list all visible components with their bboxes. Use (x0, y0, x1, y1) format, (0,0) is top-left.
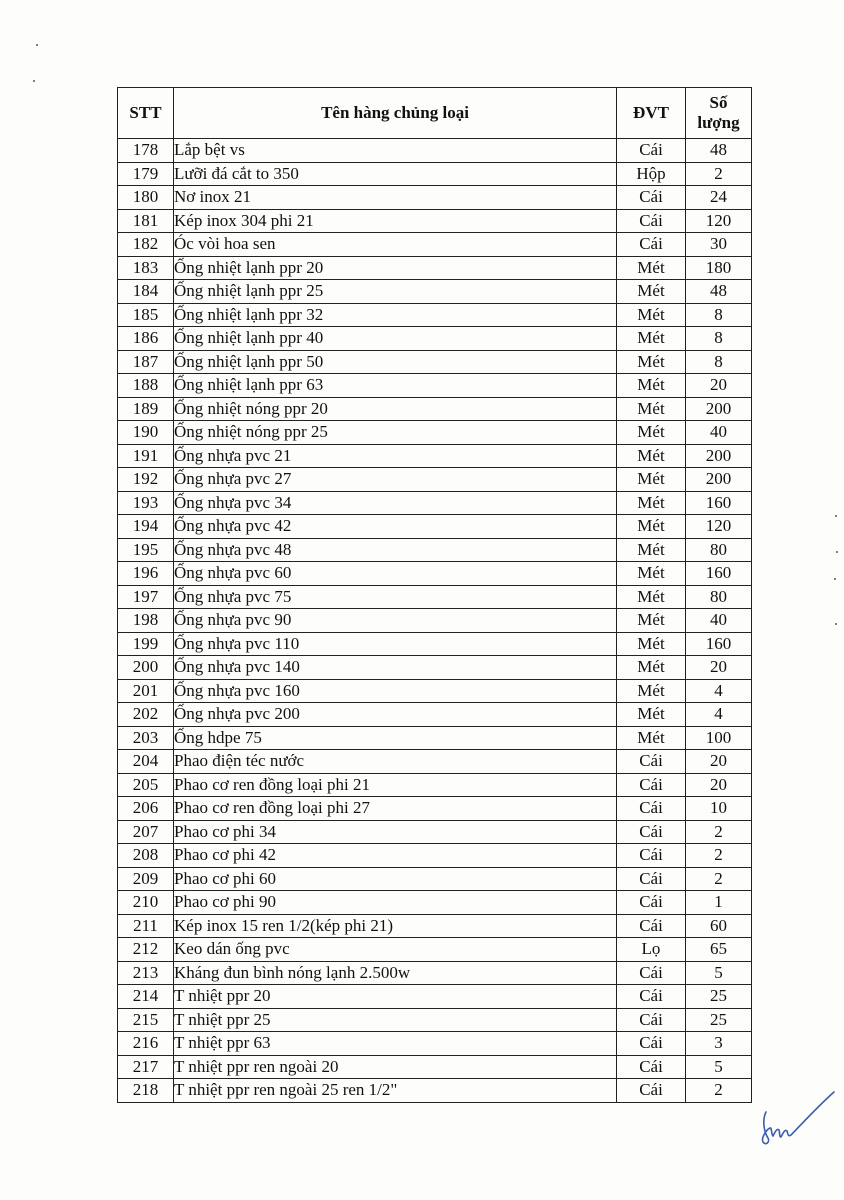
row-stt: 196 (118, 562, 174, 586)
scan-speck (836, 551, 838, 553)
table-row (118, 632, 752, 656)
table-row (118, 280, 752, 304)
row-stt: 211 (118, 914, 174, 938)
table-row (118, 1032, 752, 1056)
row-stt: 212 (118, 938, 174, 962)
row-quantity: 200 (686, 468, 752, 492)
table-row (118, 162, 752, 186)
row-unit: Cái (617, 139, 686, 163)
row-stt: 214 (118, 985, 174, 1009)
row-item-name: Ống nhiệt lạnh ppr 25 (174, 280, 617, 304)
row-item-name: T nhiệt ppr 20 (174, 985, 617, 1009)
row-quantity: 20 (686, 374, 752, 398)
row-unit: Cái (617, 914, 686, 938)
scan-speck (36, 44, 38, 46)
table-row (118, 914, 752, 938)
row-unit: Cái (617, 891, 686, 915)
signature-icon (758, 1090, 838, 1150)
row-unit: Mét (617, 679, 686, 703)
table-row (118, 491, 752, 515)
row-unit: Mét (617, 303, 686, 327)
row-item-name: T nhiệt ppr ren ngoài 25 ren 1/2" (174, 1079, 617, 1103)
scan-speck (835, 623, 837, 625)
row-quantity: 4 (686, 679, 752, 703)
table-row (118, 1008, 752, 1032)
row-unit: Mét (617, 421, 686, 445)
row-unit: Mét (617, 280, 686, 304)
row-unit: Mét (617, 350, 686, 374)
table-row (118, 797, 752, 821)
row-unit: Cái (617, 209, 686, 233)
row-quantity: 20 (686, 773, 752, 797)
row-unit: Cái (617, 773, 686, 797)
table-row (118, 186, 752, 210)
row-stt: 197 (118, 585, 174, 609)
row-quantity: 120 (686, 515, 752, 539)
row-item-name: Ống nhiệt lạnh ppr 20 (174, 256, 617, 280)
table-row (118, 421, 752, 445)
table-row (118, 139, 752, 163)
header-quantity-line2: lượng (697, 113, 740, 132)
row-unit: Mét (617, 656, 686, 680)
table-row (118, 609, 752, 633)
row-quantity: 2 (686, 844, 752, 868)
row-quantity: 100 (686, 726, 752, 750)
row-quantity: 65 (686, 938, 752, 962)
row-unit: Cái (617, 750, 686, 774)
table-row (118, 1055, 752, 1079)
row-item-name: Ống nhựa pvc 140 (174, 656, 617, 680)
row-unit: Mét (617, 397, 686, 421)
table-row (118, 773, 752, 797)
row-unit: Mét (617, 632, 686, 656)
row-unit: Cái (617, 1032, 686, 1056)
row-item-name: Phao cơ ren đồng loại phi 27 (174, 797, 617, 821)
row-stt: 189 (118, 397, 174, 421)
table-row (118, 303, 752, 327)
row-stt: 186 (118, 327, 174, 351)
row-stt: 181 (118, 209, 174, 233)
row-item-name: Phao cơ ren đồng loại phi 21 (174, 773, 617, 797)
row-item-name: Ống nhựa pvc 110 (174, 632, 617, 656)
row-unit: Mét (617, 444, 686, 468)
table-row (118, 938, 752, 962)
row-quantity: 80 (686, 585, 752, 609)
row-stt: 188 (118, 374, 174, 398)
row-stt: 218 (118, 1079, 174, 1103)
row-quantity: 8 (686, 303, 752, 327)
row-stt: 205 (118, 773, 174, 797)
table-row (118, 891, 752, 915)
row-quantity: 200 (686, 444, 752, 468)
row-quantity: 20 (686, 656, 752, 680)
table-row (118, 844, 752, 868)
row-unit: Mét (617, 468, 686, 492)
row-quantity: 1 (686, 891, 752, 915)
table-row (118, 538, 752, 562)
row-item-name: Keo dán ống pvc (174, 938, 617, 962)
row-item-name: Nơ inox 21 (174, 186, 617, 210)
header-unit: ĐVT (617, 88, 686, 139)
row-stt: 204 (118, 750, 174, 774)
row-stt: 194 (118, 515, 174, 539)
table-row (118, 656, 752, 680)
row-stt: 208 (118, 844, 174, 868)
table-row (118, 444, 752, 468)
row-unit: Cái (617, 797, 686, 821)
row-stt: 202 (118, 703, 174, 727)
row-item-name: Phao cơ phi 34 (174, 820, 617, 844)
row-quantity: 24 (686, 186, 752, 210)
table-row (118, 679, 752, 703)
row-stt: 198 (118, 609, 174, 633)
row-item-name: Ống nhiệt lạnh ppr 50 (174, 350, 617, 374)
row-item-name: Ống nhựa pvc 42 (174, 515, 617, 539)
row-stt: 185 (118, 303, 174, 327)
row-quantity: 40 (686, 421, 752, 445)
row-quantity: 25 (686, 1008, 752, 1032)
scan-speck (835, 515, 837, 517)
row-unit: Lọ (617, 938, 686, 962)
table-row (118, 327, 752, 351)
table-row (118, 726, 752, 750)
row-unit: Mét (617, 515, 686, 539)
row-quantity: 30 (686, 233, 752, 257)
row-item-name: Phao cơ phi 42 (174, 844, 617, 868)
row-quantity: 4 (686, 703, 752, 727)
row-quantity: 160 (686, 562, 752, 586)
row-unit: Cái (617, 1008, 686, 1032)
row-quantity: 5 (686, 961, 752, 985)
row-stt: 192 (118, 468, 174, 492)
table-header-row (118, 88, 752, 139)
row-quantity: 48 (686, 280, 752, 304)
row-unit: Mét (617, 585, 686, 609)
row-quantity: 2 (686, 820, 752, 844)
row-item-name: Kháng đun bình nóng lạnh 2.500w (174, 961, 617, 985)
row-stt: 215 (118, 1008, 174, 1032)
row-unit: Cái (617, 1079, 686, 1103)
row-stt: 191 (118, 444, 174, 468)
row-stt: 200 (118, 656, 174, 680)
row-stt: 195 (118, 538, 174, 562)
table-row (118, 562, 752, 586)
row-item-name: Phao cơ phi 90 (174, 891, 617, 915)
row-stt: 209 (118, 867, 174, 891)
row-unit: Mét (617, 562, 686, 586)
row-item-name: T nhiệt ppr ren ngoài 20 (174, 1055, 617, 1079)
row-unit: Cái (617, 1055, 686, 1079)
scan-speck (834, 578, 836, 580)
row-quantity: 10 (686, 797, 752, 821)
row-stt: 206 (118, 797, 174, 821)
row-item-name: Ống nhựa pvc 21 (174, 444, 617, 468)
row-stt: 199 (118, 632, 174, 656)
scan-speck (33, 80, 35, 82)
row-quantity: 160 (686, 632, 752, 656)
table-row (118, 1079, 752, 1103)
table-row (118, 820, 752, 844)
row-quantity: 60 (686, 914, 752, 938)
row-unit: Cái (617, 844, 686, 868)
header-stt: STT (118, 88, 174, 139)
row-stt: 217 (118, 1055, 174, 1079)
row-unit: Cái (617, 985, 686, 1009)
row-quantity: 3 (686, 1032, 752, 1056)
row-stt: 178 (118, 139, 174, 163)
row-unit: Cái (617, 233, 686, 257)
table-row (118, 585, 752, 609)
row-stt: 190 (118, 421, 174, 445)
row-unit: Cái (617, 186, 686, 210)
row-unit: Cái (617, 820, 686, 844)
row-quantity: 180 (686, 256, 752, 280)
row-stt: 184 (118, 280, 174, 304)
table-row (118, 233, 752, 257)
row-item-name: Ống nhựa pvc 60 (174, 562, 617, 586)
row-quantity: 80 (686, 538, 752, 562)
table-row (118, 256, 752, 280)
materials-table (117, 87, 752, 1103)
row-item-name: Phao cơ phi 60 (174, 867, 617, 891)
row-stt: 207 (118, 820, 174, 844)
row-item-name: Óc vòi hoa sen (174, 233, 617, 257)
row-quantity: 200 (686, 397, 752, 421)
row-item-name: Ống nhựa pvc 34 (174, 491, 617, 515)
row-stt: 182 (118, 233, 174, 257)
table-row (118, 209, 752, 233)
table-row (118, 468, 752, 492)
row-stt: 187 (118, 350, 174, 374)
row-item-name: Ống nhựa pvc 75 (174, 585, 617, 609)
row-quantity: 120 (686, 209, 752, 233)
row-unit: Cái (617, 961, 686, 985)
table-row (118, 350, 752, 374)
table-row (118, 750, 752, 774)
row-item-name: Ống nhựa pvc 90 (174, 609, 617, 633)
row-quantity: 20 (686, 750, 752, 774)
table-row (118, 985, 752, 1009)
row-unit: Mét (617, 726, 686, 750)
row-quantity: 2 (686, 867, 752, 891)
row-item-name: Lắp bệt vs (174, 139, 617, 163)
table-row (118, 703, 752, 727)
row-quantity: 48 (686, 139, 752, 163)
row-stt: 210 (118, 891, 174, 915)
row-item-name: T nhiệt ppr 25 (174, 1008, 617, 1032)
row-unit: Mét (617, 256, 686, 280)
row-quantity: 40 (686, 609, 752, 633)
row-item-name: Ống nhiệt lạnh ppr 63 (174, 374, 617, 398)
row-item-name: Ống hdpe 75 (174, 726, 617, 750)
row-item-name: Ống nhiệt lạnh ppr 32 (174, 303, 617, 327)
table-row (118, 515, 752, 539)
table-row (118, 397, 752, 421)
row-unit: Mét (617, 538, 686, 562)
row-quantity: 2 (686, 162, 752, 186)
row-stt: 201 (118, 679, 174, 703)
row-unit: Mét (617, 703, 686, 727)
row-unit: Hộp (617, 162, 686, 186)
row-unit: Mét (617, 374, 686, 398)
row-item-name: Ống nhựa pvc 200 (174, 703, 617, 727)
row-item-name: Phao điện téc nước (174, 750, 617, 774)
row-item-name: T nhiệt ppr 63 (174, 1032, 617, 1056)
row-stt: 179 (118, 162, 174, 186)
row-unit: Mét (617, 327, 686, 351)
row-stt: 180 (118, 186, 174, 210)
header-item-name: Tên hàng chủng loại (174, 88, 617, 139)
row-unit: Cái (617, 867, 686, 891)
header-quantity (686, 88, 752, 139)
row-stt: 216 (118, 1032, 174, 1056)
row-item-name: Lưỡi đá cắt to 350 (174, 162, 617, 186)
row-quantity: 8 (686, 350, 752, 374)
row-quantity: 160 (686, 491, 752, 515)
row-item-name: Ống nhiệt nóng ppr 20 (174, 397, 617, 421)
row-stt: 203 (118, 726, 174, 750)
row-item-name: Ống nhựa pvc 160 (174, 679, 617, 703)
table-row (118, 961, 752, 985)
row-item-name: Ống nhiệt lạnh ppr 40 (174, 327, 617, 351)
row-item-name: Ống nhựa pvc 48 (174, 538, 617, 562)
row-item-name: Kép inox 304 phi 21 (174, 209, 617, 233)
row-quantity: 5 (686, 1055, 752, 1079)
row-item-name: Ống nhựa pvc 27 (174, 468, 617, 492)
row-stt: 213 (118, 961, 174, 985)
header-quantity-line1: Số (709, 93, 728, 112)
row-unit: Mét (617, 609, 686, 633)
row-stt: 183 (118, 256, 174, 280)
row-unit: Mét (617, 491, 686, 515)
row-stt: 193 (118, 491, 174, 515)
row-item-name: Ống nhiệt nóng ppr 25 (174, 421, 617, 445)
table-row (118, 867, 752, 891)
row-item-name: Kép inox 15 ren 1/2(kép phi 21) (174, 914, 617, 938)
table-row (118, 374, 752, 398)
row-quantity: 2 (686, 1079, 752, 1103)
row-quantity: 25 (686, 985, 752, 1009)
row-quantity: 8 (686, 327, 752, 351)
